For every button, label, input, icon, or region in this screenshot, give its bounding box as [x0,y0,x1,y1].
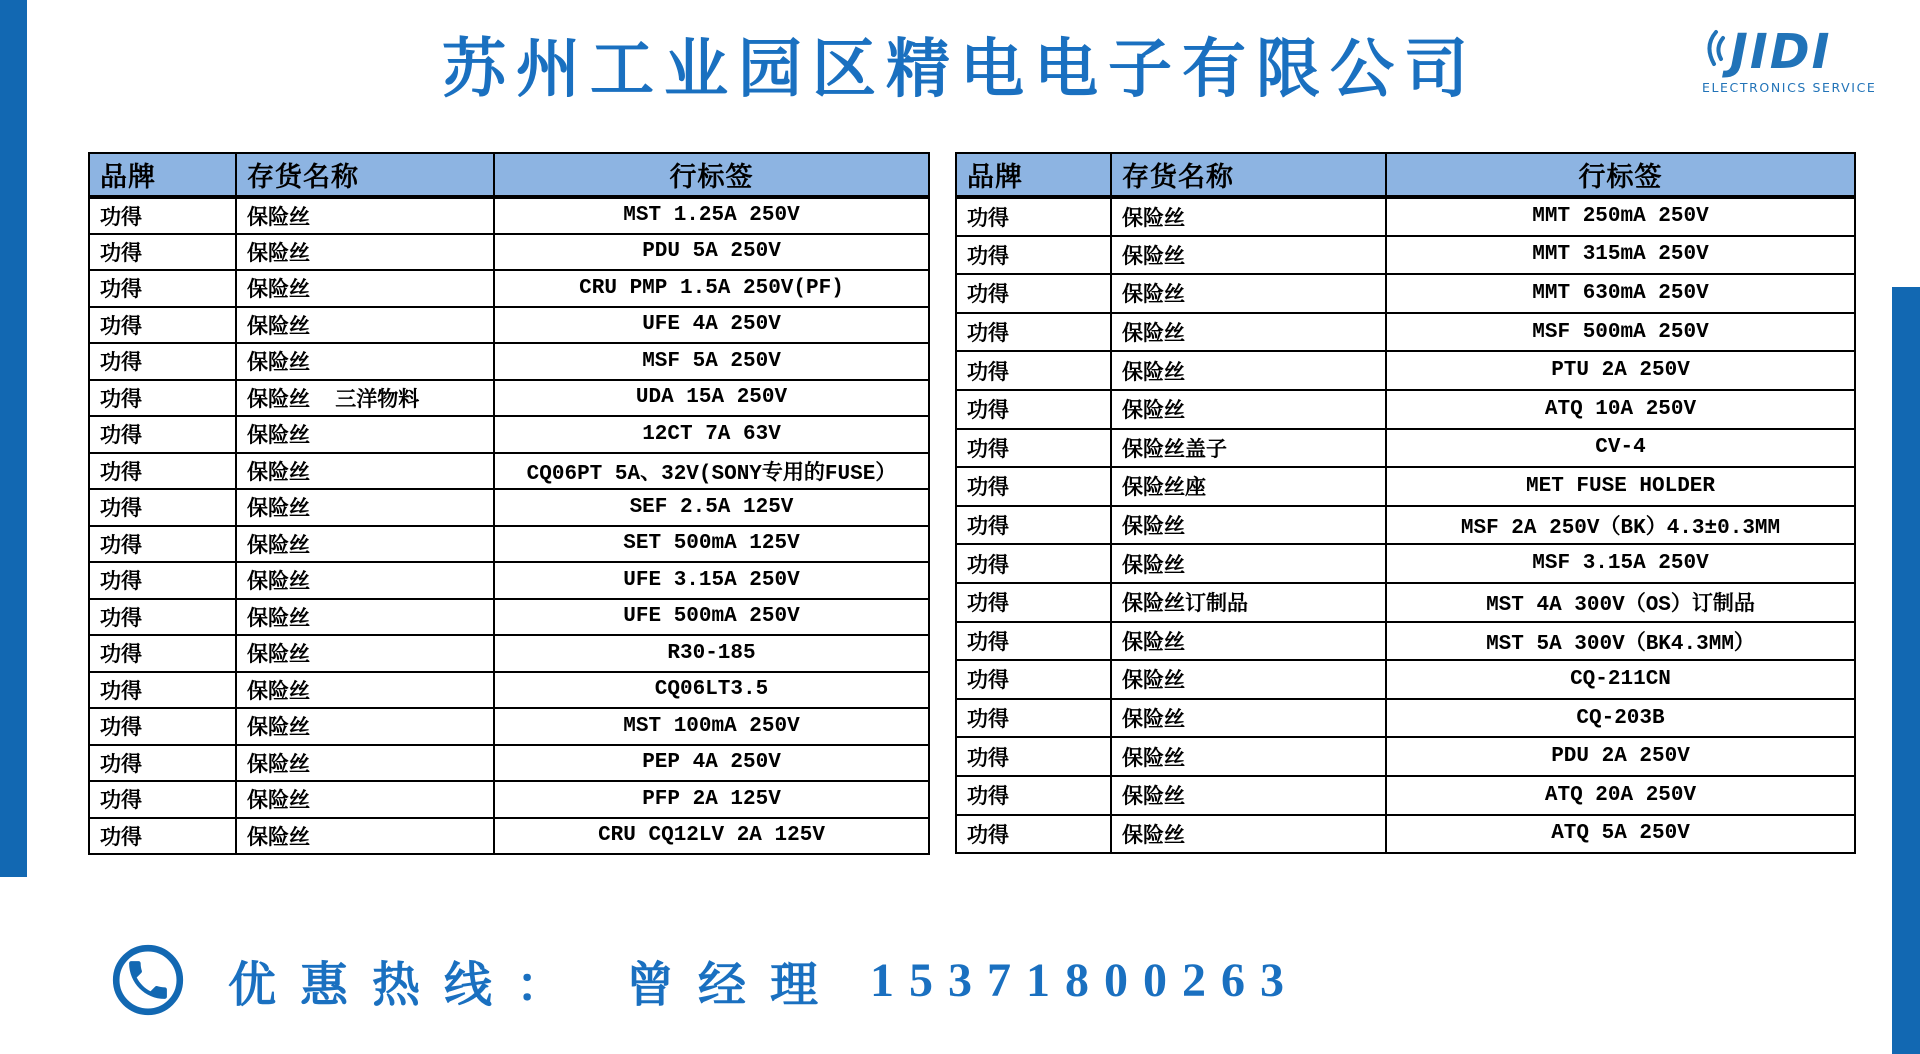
name-cell: 保险丝 [236,307,494,344]
table-row [89,197,929,234]
column-header-label: 行标签 [494,153,929,197]
brand-cell: 功得 [956,622,1111,661]
product-table-right [955,152,1856,854]
label-cell: SEF 2.5A 125V [494,489,929,526]
phone-icon [112,944,184,1016]
logo-subtext: ELECTRONICS SERVICE [1702,80,1877,95]
logo-row [1702,24,1882,80]
name-cell: 保险丝座 [1111,467,1386,506]
name-cell: 保险丝 [236,526,494,563]
hotline-contact: 曾经理 [626,958,843,1012]
logo-swoosh-icon [1702,26,1728,70]
label-cell: CQ06PT 5A、32V(SONY专用的FUSE） [494,453,929,490]
brand-cell: 功得 [956,583,1111,622]
table-row [956,236,1855,275]
hotline-label: 优惠热线： [228,958,589,1012]
table-body-left [89,197,929,854]
table-row [956,583,1855,622]
name-cell: 保险丝 [236,781,494,818]
table-row [956,737,1855,776]
label-cell: UFE 3.15A 250V [494,562,929,599]
table-row [956,274,1855,313]
brand-cell: 功得 [956,506,1111,545]
hotline-phone: 15371800263 [870,953,1300,1007]
table-body-right [956,197,1855,853]
label-cell: MMT 250mA 250V [1386,197,1855,236]
column-header-brand: 品牌 [89,153,236,197]
name-cell: 保险丝 [236,745,494,782]
brand-cell: 功得 [89,380,236,417]
label-cell: PDU 5A 250V [494,234,929,271]
table-row [956,390,1855,429]
brand-cell: 功得 [956,197,1111,236]
label-cell: PTU 2A 250V [1386,351,1855,390]
brand-cell: 功得 [89,526,236,563]
table-row [89,672,929,709]
brand-cell: 功得 [89,599,236,636]
name-cell: 保险丝 三洋物料 [236,380,494,417]
name-cell: 保险丝 [236,672,494,709]
label-cell: CRU PMP 1.5A 250V(PF) [494,270,929,307]
table-row [89,526,929,563]
label-cell: PFP 2A 125V [494,781,929,818]
table-row [89,489,929,526]
name-cell: 保险丝 [1111,815,1386,854]
name-cell: 保险丝 [236,818,494,855]
label-cell: ATQ 20A 250V [1386,776,1855,815]
table-row [956,544,1855,583]
label-cell: MSF 500mA 250V [1386,313,1855,352]
brand-cell: 功得 [89,672,236,709]
name-cell: 保险丝 [236,234,494,271]
name-cell: 保险丝 [1111,390,1386,429]
brand-cell: 功得 [89,307,236,344]
brand-cell: 功得 [956,660,1111,699]
name-cell: 保险丝 [1111,776,1386,815]
brand-cell: 功得 [89,343,236,380]
label-cell: CQ06LT3.5 [494,672,929,709]
name-cell: 保险丝 [236,270,494,307]
table-row [956,699,1855,738]
column-header-name: 存货名称 [1111,153,1386,197]
table-row [89,380,929,417]
column-header-name: 存货名称 [236,153,494,197]
table-row [89,307,929,344]
table-row [89,599,929,636]
table-row [956,776,1855,815]
name-cell: 保险丝 [236,599,494,636]
brand-cell: 功得 [956,776,1111,815]
right-accent-bar [1892,287,1920,1054]
label-cell: PEP 4A 250V [494,745,929,782]
table-row [89,234,929,271]
table-row [89,453,929,490]
table-row [956,506,1855,545]
table-row [89,781,929,818]
brand-cell: 功得 [956,236,1111,275]
brand-cell: 功得 [89,234,236,271]
brand-cell: 功得 [89,416,236,453]
brand-cell: 功得 [956,737,1111,776]
name-cell: 保险丝盖子 [1111,429,1386,468]
label-cell: MST 1.25A 250V [494,197,929,234]
label-cell: MST 100mA 250V [494,708,929,745]
hotline [112,944,1299,1016]
column-header-label: 行标签 [1386,153,1855,197]
name-cell: 保险丝 [1111,506,1386,545]
name-cell: 保险丝 [236,562,494,599]
label-cell: CQ-203B [1386,699,1855,738]
label-cell: CRU CQ12LV 2A 125V [494,818,929,855]
brand-cell: 功得 [89,489,236,526]
table-row [89,562,929,599]
name-cell: 保险丝 [236,197,494,234]
name-cell: 保险丝 [236,343,494,380]
company-logo [1702,26,1882,95]
table-row [956,660,1855,699]
brand-cell: 功得 [89,562,236,599]
table-row [89,270,929,307]
brand-cell: 功得 [956,699,1111,738]
table-row [89,635,929,672]
left-accent-bar [0,0,27,877]
table-row [956,815,1855,854]
name-cell: 保险丝 [1111,313,1386,352]
logo-text: JIDI [1730,24,1832,80]
table-row [956,351,1855,390]
brand-cell: 功得 [956,390,1111,429]
name-cell: 保险丝 [236,489,494,526]
product-table-left [88,152,930,855]
label-cell: MET FUSE HOLDER [1386,467,1855,506]
name-cell: 保险丝 [236,635,494,672]
table-row [956,467,1855,506]
name-cell: 保险丝 [1111,660,1386,699]
table-row [89,708,929,745]
label-cell: SET 500mA 125V [494,526,929,563]
brand-cell: 功得 [89,635,236,672]
label-cell: MST 4A 300V（OS）订制品 [1386,583,1855,622]
label-cell: R30-185 [494,635,929,672]
table-row [956,429,1855,468]
name-cell: 保险丝 [236,708,494,745]
table-row [956,313,1855,352]
table-row [89,745,929,782]
brand-cell: 功得 [89,708,236,745]
name-cell: 保险丝 [1111,274,1386,313]
label-cell: MST 5A 300V（BK4.3MM） [1386,622,1855,661]
name-cell: 保险丝 [236,453,494,490]
label-cell: CV-4 [1386,429,1855,468]
label-cell: MSF 2A 250V（BK）4.3±0.3MM [1386,506,1855,545]
brand-cell: 功得 [956,467,1111,506]
table-header-row [89,153,929,197]
brand-cell: 功得 [956,313,1111,352]
brand-cell: 功得 [89,781,236,818]
table-row [89,818,929,855]
brand-cell: 功得 [956,429,1111,468]
hotline-text [228,946,1299,1015]
name-cell: 保险丝 [1111,197,1386,236]
brand-cell: 功得 [956,544,1111,583]
brand-cell: 功得 [89,745,236,782]
table-row [89,343,929,380]
name-cell: 保险丝 [1111,351,1386,390]
name-cell: 保险丝 [1111,236,1386,275]
label-cell: MSF 3.15A 250V [1386,544,1855,583]
label-cell: ATQ 5A 250V [1386,815,1855,854]
brand-cell: 功得 [89,270,236,307]
brand-cell: 功得 [89,818,236,855]
table-header-row [956,153,1855,197]
name-cell: 保险丝 [1111,737,1386,776]
label-cell: MMT 630mA 250V [1386,274,1855,313]
label-cell: 12CT 7A 63V [494,416,929,453]
name-cell: 保险丝 [1111,699,1386,738]
label-cell: UFE 500mA 250V [494,599,929,636]
label-cell: ATQ 10A 250V [1386,390,1855,429]
brand-cell: 功得 [89,453,236,490]
brand-cell: 功得 [956,274,1111,313]
label-cell: CQ-211CN [1386,660,1855,699]
label-cell: PDU 2A 250V [1386,737,1855,776]
label-cell: MSF 5A 250V [494,343,929,380]
table-row [956,197,1855,236]
name-cell: 保险丝 [236,416,494,453]
table-row [89,416,929,453]
label-cell: UFE 4A 250V [494,307,929,344]
brand-cell: 功得 [89,197,236,234]
brand-cell: 功得 [956,351,1111,390]
name-cell: 保险丝订制品 [1111,583,1386,622]
label-cell: UDA 15A 250V [494,380,929,417]
brand-cell: 功得 [956,815,1111,854]
name-cell: 保险丝 [1111,544,1386,583]
column-header-brand: 品牌 [956,153,1111,197]
table-row [956,622,1855,661]
name-cell: 保险丝 [1111,622,1386,661]
page-title: 苏州工业园区精电电子有限公司 [442,34,1478,105]
label-cell: MMT 315mA 250V [1386,236,1855,275]
